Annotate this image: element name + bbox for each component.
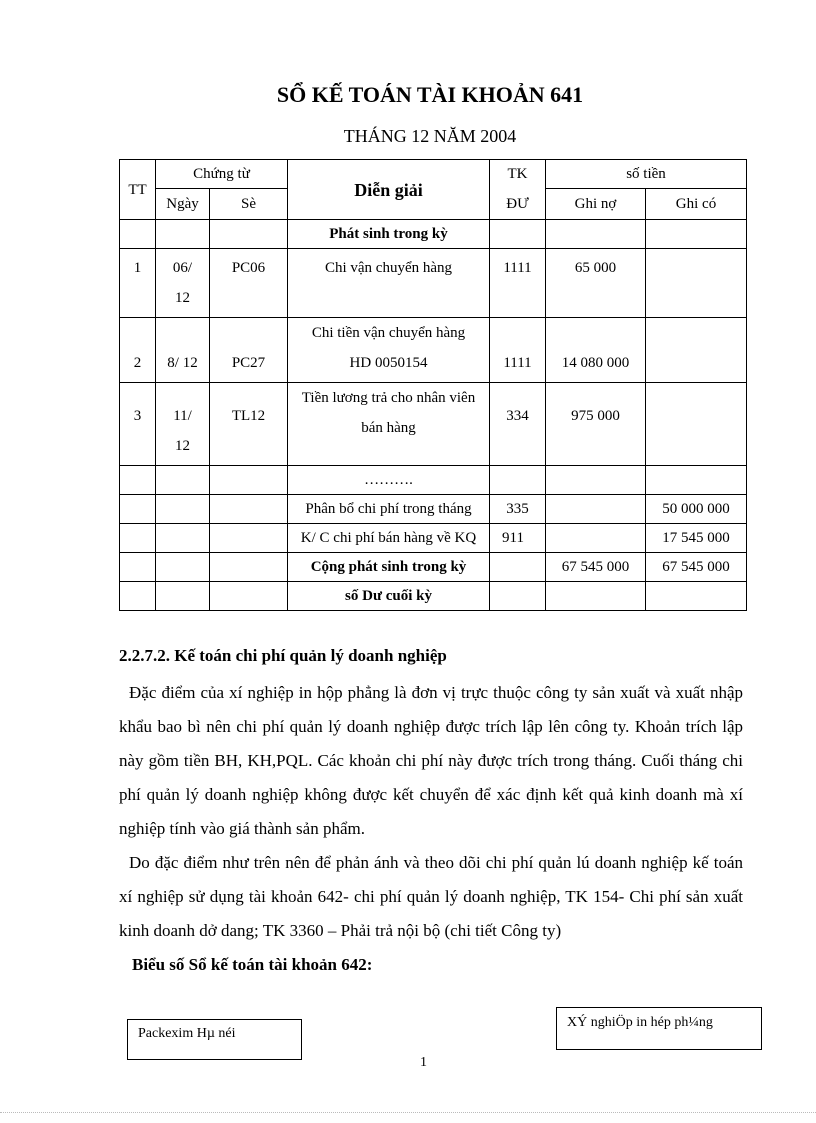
row-ngay-line2: 12 [175,290,190,306]
paragraph: Đặc điểm của xí nghiệp in hộp phẳng là đơn vị trực thuộc công ty sản xuất và xuất nhập khẩu bao bì nên chi phí quản lý doanh nghiệp được trích lập lên công ty. Khoản trích lập này gồm tiền BH, KH,PQL. Các khoản chi phí này được trích trong tháng. Cuối tháng chi phí quản lý doanh nghiệp không được kết chuyển để xác định kết quả kinh doanh mà xí nghiệp tính vào giá thành sản phẩm. [119,683,743,838]
row-no [546,524,646,553]
row-desc: Chi vận chuyển hàng [288,249,490,318]
row-no: 67 545 000 [546,553,646,582]
row-desc-line2: bán hàng [361,420,416,436]
row-co [646,383,747,466]
row-co [646,249,747,318]
header-chung-tu: Chứng từ [156,160,288,189]
row-tk: 911 [490,524,546,553]
row-desc-line1: Chi tiền vận chuyển hàng [311,325,466,341]
row-tk: 334 [490,383,546,466]
table-row [120,495,747,524]
header-so-tien: số tiền [546,160,747,189]
row-co [646,318,747,383]
page-divider [0,1112,816,1113]
table-row [120,249,747,318]
row-no: 975 000 [546,383,646,466]
row-so: PC27 [210,318,288,383]
row-tt: 2 [120,318,156,383]
row-co: 50 000 000 [646,495,747,524]
row-ellipsis: ………. [288,466,490,495]
row-desc-line1: Tiền lương trả cho nhân viên [301,390,476,406]
table-row [120,524,747,553]
page-number: 1 [420,1055,427,1070]
header-ghi-co: Ghi có [646,189,747,220]
section-label: Phát sinh trong kỳ [288,220,490,249]
company-box-right: XÝ nghiÖp in hép ph¼ng [556,1007,762,1050]
ledger-table [119,159,747,611]
header-tk-line1: TK [507,166,528,182]
header-tt: TT [120,160,156,220]
closing-row [120,582,747,611]
ellipsis-row [120,466,747,495]
row-so: TL12 [210,383,288,466]
row-desc [288,318,490,383]
row-tk: 1111 [490,249,546,318]
row-ngay-line2: 12 [175,438,190,454]
paragraph: Do đặc điểm như trên nên để phản ánh và theo dõi chi phí quản lú doanh nghiệp kế toán xí nghiệp sử dụng tài khoản 642- chi phí quản lý doanh nghiệp, TK 154- Chi phí sản xuất kinh doanh dở dang; TK 3360 – Phải trả nội bộ (chi tiết Công ty) [119,853,743,940]
page-subtitle: THÁNG 12 NĂM 2004 [343,126,517,146]
row-no [546,495,646,524]
section-row [120,220,747,249]
row-ngay [156,249,210,318]
row-desc: số Dư cuối kỳ [288,582,490,611]
row-desc: Phân bổ chi phí trong tháng [288,495,490,524]
header-so: Sè [210,189,288,220]
row-so: PC06 [210,249,288,318]
row-co: 17 545 000 [646,524,747,553]
row-desc: K/ C chi phí bán hàng về KQ [288,524,490,553]
row-desc [288,383,490,466]
row-tk: 335 [490,495,546,524]
header-tk [490,160,546,220]
header-row-1 [120,160,747,189]
header-tk-line2: ĐƯ [506,196,529,212]
table-row [120,383,747,466]
row-ngay: 8/ 12 [156,318,210,383]
header-ngay: Ngày [156,189,210,220]
row-tk: 1111 [490,318,546,383]
table-row [120,318,747,383]
row-no: 14 080 000 [546,318,646,383]
row-tt: 3 [120,383,156,466]
company-box-left: Packexim Hµ néi [127,1019,302,1060]
section-heading: 2.2.7.2. Kế toán chi phí quản lý doanh nghiệp [119,646,447,665]
row-no: 65 000 [546,249,646,318]
row-ngay [156,383,210,466]
header-dien-giai: Diễn giải [288,160,490,220]
total-row [120,553,747,582]
row-co: 67 545 000 [646,553,747,582]
row-tt: 1 [120,249,156,318]
row-desc-line2: HD 0050154 [349,355,428,371]
row-desc: Cộng phát sinh trong kỳ [288,553,490,582]
row-ngay-line1: 06/ [172,260,193,276]
page-title: SỔ KẾ TOÁN TÀI KHOẢN 641 [276,82,584,107]
section-subheading: Biểu số Sổ kế toán tài khoản 642: [132,955,373,974]
row-ngay-line1: 11/ [173,408,192,424]
header-ghi-no: Ghi nợ [546,189,646,220]
